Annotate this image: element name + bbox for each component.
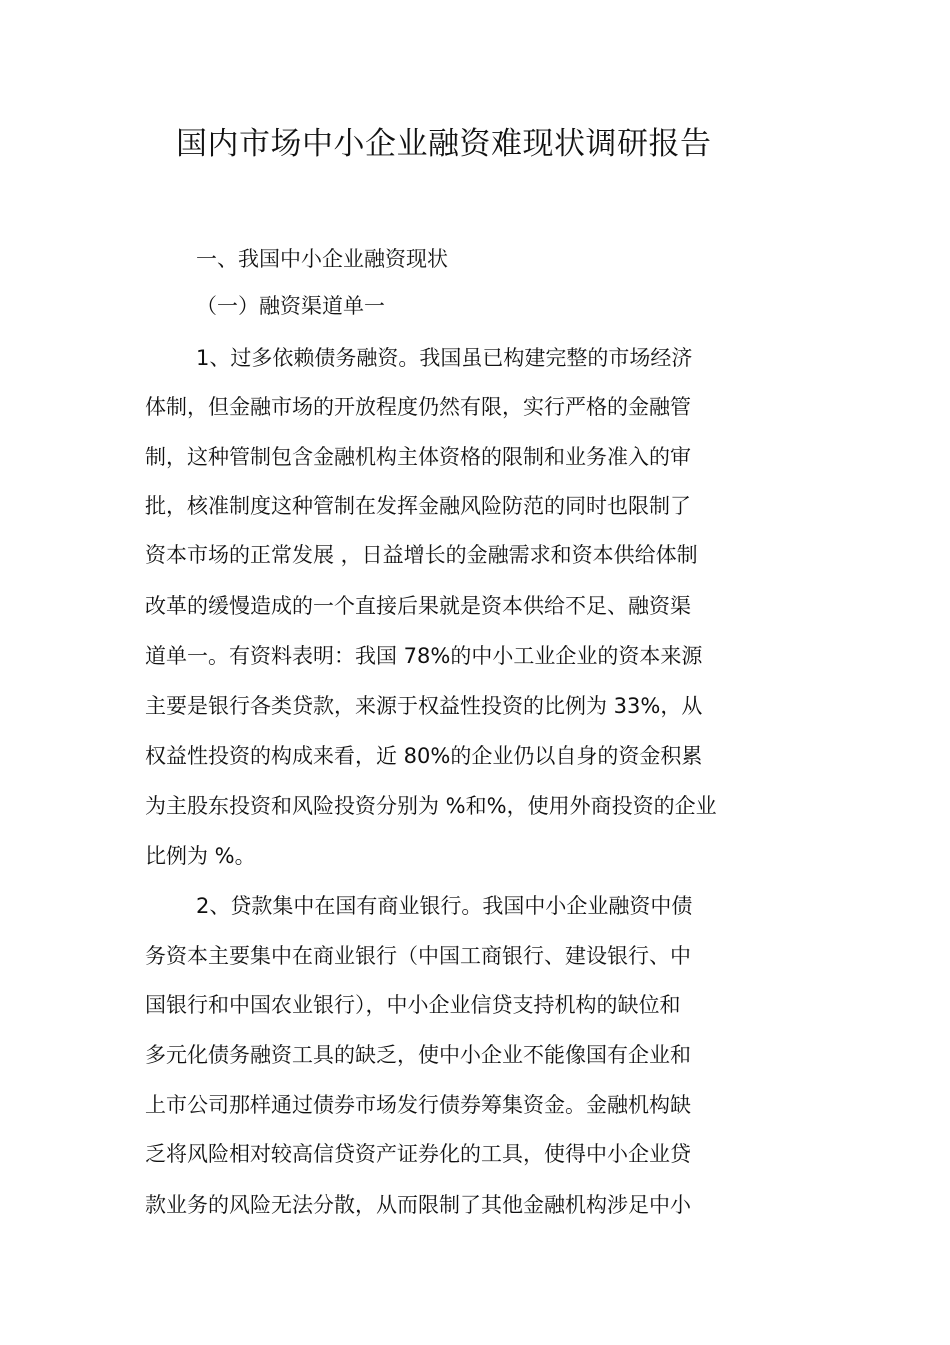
paragraph-line: 多元化债务融资工具的缺乏，使中小企业不能像国有企业和 [145, 1043, 691, 1067]
paragraph-line: 体制，但金融市场的开放程度仍然有限，实行严格的金融管 [145, 395, 691, 419]
page-title: 国内市场中小企业融资难现状调研报告 [176, 126, 712, 162]
paragraph-line: 2、贷款集中在国有商业银行。我国中小企业融资中债 [196, 894, 693, 918]
paragraph-line: 资本市场的正常发展 ，日益增长的金融需求和资本供给体制 [145, 543, 698, 567]
paragraph-line: 主要是银行各类贷款，来源于权益性投资的比例为 33%，从 [145, 694, 703, 718]
paragraph-line: 1、过多依赖债务融资。我国虽已构建完整的市场经济 [196, 346, 693, 370]
paragraph-line: 权益性投资的构成来看，近 80%的企业仍以自身的资金积累 [145, 744, 703, 768]
paragraph-line: 比例为 %。 [145, 844, 256, 868]
paragraph-line: 国银行和中国农业银行），中小企业信贷支持机构的缺位和 [145, 993, 681, 1017]
paragraph-line: 乏将风险相对较高信贷资产证券化的工具，使得中小企业贷 [145, 1142, 691, 1166]
paragraph-line: 道单一。有资料表明：我国 78%的中小工业企业的资本来源 [145, 644, 703, 668]
paragraph-line: 批，核准制度这种管制在发挥金融风险防范的同时也限制了 [145, 494, 691, 518]
section-heading: 一、我国中小企业融资现状 [196, 247, 448, 271]
paragraph-line: 为主股东投资和风险投资分别为 %和%，使用外商投资的企业 [145, 794, 717, 818]
paragraph-line: 款业务的风险无法分散，从而限制了其他金融机构涉足中小 [145, 1193, 691, 1217]
subsection-heading: （一）融资渠道单一 [196, 294, 385, 318]
paragraph-line: 改革的缓慢造成的一个直接后果就是资本供给不足、融资渠 [145, 594, 691, 618]
paragraph-line: 上市公司那样通过债券市场发行债券筹集资金。金融机构缺 [145, 1093, 691, 1117]
paragraph-line: 务资本主要集中在商业银行（中国工商银行、建设银行、中 [145, 944, 691, 968]
paragraph-line: 制，这种管制包含金融机构主体资格的限制和业务准入的审 [145, 445, 691, 469]
